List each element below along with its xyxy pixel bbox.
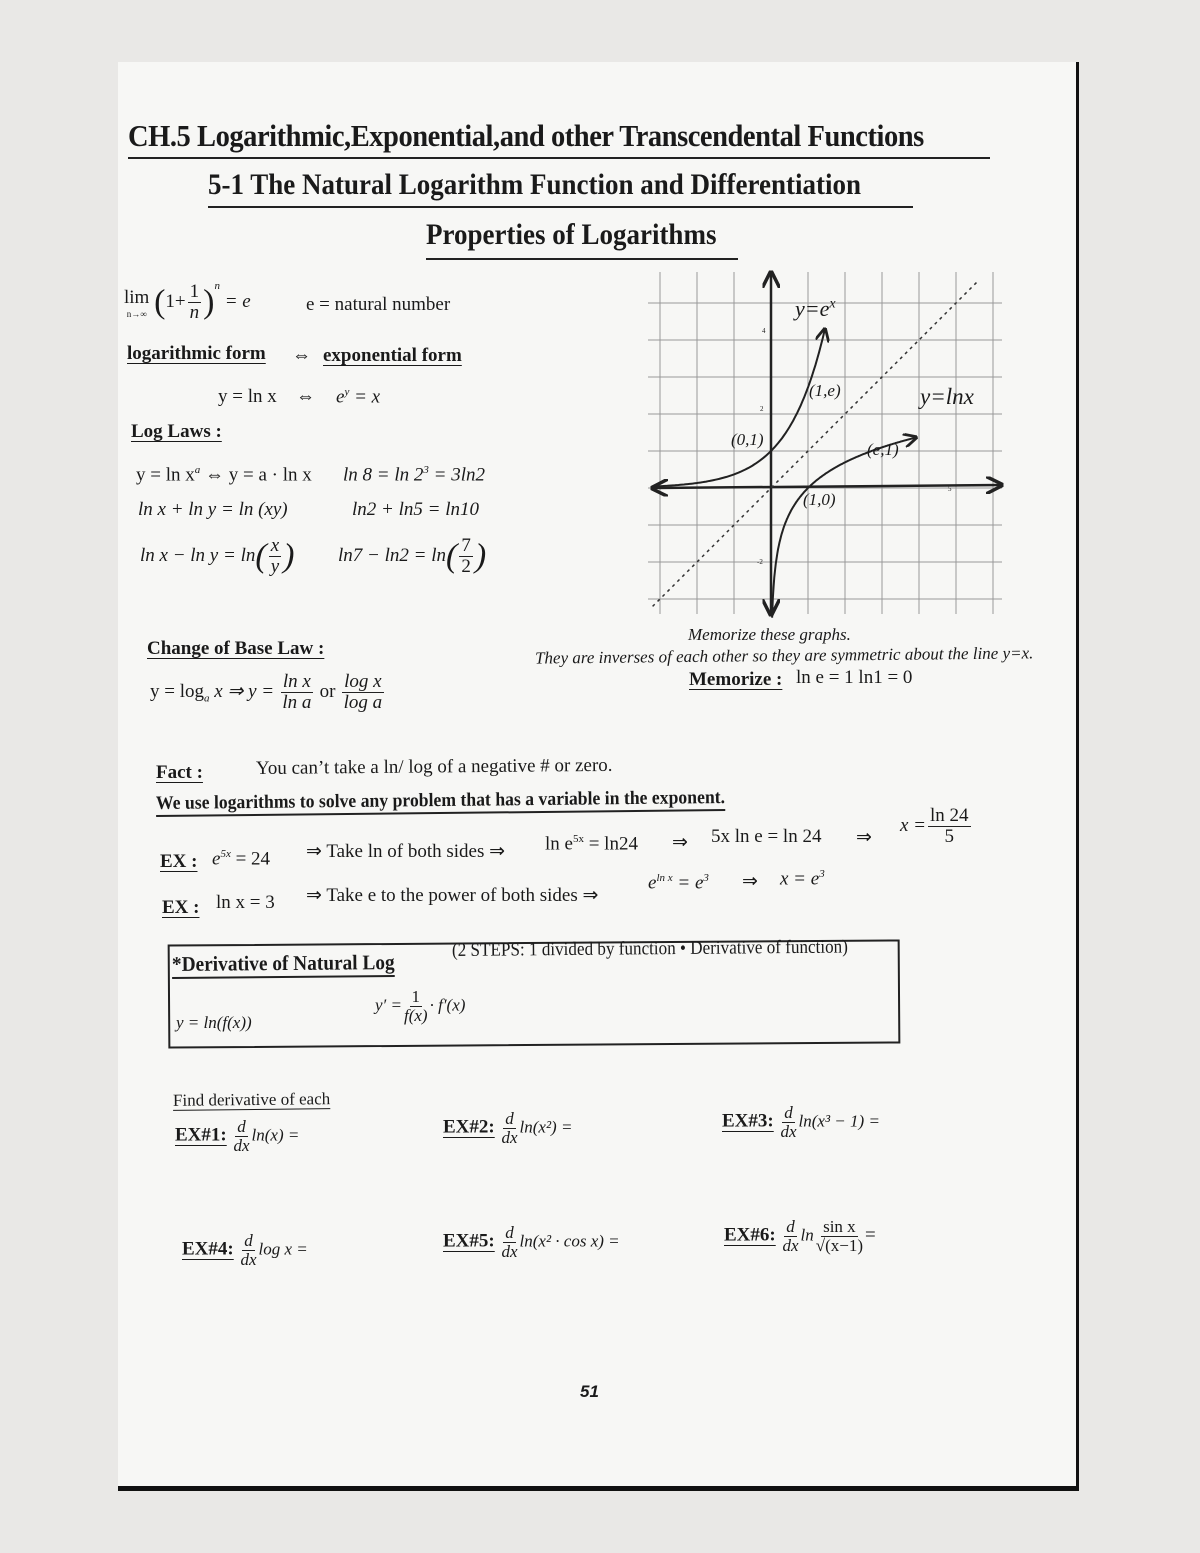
graph-caption-1: Memorize these graphs. [688,625,851,644]
tick-y4: 4 [762,327,766,335]
limit-definition: lim n→∞ (1+ $\frac{1}{n}$ )$^n$ = e [124,280,251,324]
tick-y2: 2 [760,405,764,413]
ln-label: y=lnx [920,384,974,409]
exercise-label: EX#3: [722,1110,774,1132]
t: ln7 − ln2 = ln [338,544,446,566]
s: 3 [819,868,825,880]
ln-curve [772,438,915,618]
lim-den: n [189,302,200,324]
dn: √(x−1) [815,1235,864,1255]
or: or [319,680,336,702]
exp-curve [656,330,824,486]
form-right [336,386,380,408]
d: y [270,555,280,577]
r: x ⇒ y = [209,680,275,702]
exercise-expr: ln(x) = [251,1125,300,1145]
example-1-label: EX : [160,851,198,872]
exercise-1 [175,1118,299,1155]
n: x [270,535,280,556]
d: 2 [461,555,471,577]
n: 1 [411,987,421,1006]
exercise-5 [443,1224,620,1261]
example-1-step: ⇒ Take ln of both sides ⇒ [306,841,506,862]
form-arrow: ⇔ [296,386,315,407]
t: e [212,848,221,870]
dx: dx [782,1235,799,1255]
lim-sub: n→∞ [126,308,147,319]
r: = ln24 [583,833,638,855]
log-form-label: logarithmic form [127,343,266,364]
exercise-label: EX#6: [724,1224,776,1246]
log-laws-heading: Log Laws : [131,421,222,442]
law-product-example: ln2 + ln5 = ln10 [352,499,479,520]
d: d [505,1109,514,1128]
exercise-label: EX#5: [443,1230,495,1252]
memorize-values: ln e = 1 ln1 = 0 [796,667,913,688]
graph-caption-2: They are inverses of each other so they are symmetric about the line y=x. [534,643,1034,668]
s: a [194,464,201,476]
exercise-3 [722,1104,880,1141]
point-0-1: (0,1) [731,430,764,449]
law-power [136,464,312,486]
n2: log x [344,671,382,692]
dx: dx [233,1135,250,1155]
example-2-eq: ln x = 3 [216,892,275,913]
change-of-base-formula [150,672,386,713]
e-note: e = natural number [306,294,451,315]
exp: y [344,386,350,398]
s: 5x [220,848,231,860]
derivative-title: *Derivative of Natural Log [172,950,395,979]
section-title: 5-1 The Natural Logarithm Function and Differentiation [208,168,862,201]
t: e [648,872,657,894]
r: = e [672,872,704,894]
iff-arrow: ⇔ [292,345,311,366]
tick-x5: 5 [948,485,952,493]
law-quotient: ln x − ln y = ln( $\frac{x}{y}$ ) [140,535,295,577]
exercise-expr: log x = [258,1239,308,1259]
derivative-func: y = ln(f(x)) [176,1013,252,1032]
d2: log a [343,691,383,713]
law-power-example [343,464,485,486]
s: 3 [423,464,429,476]
s: x [829,296,836,312]
one-plus: 1+ [165,291,186,312]
example-1-s2: 5x ln e = ln 24 [711,826,822,847]
lim-text: lim [124,286,150,308]
exercise-6 [724,1218,876,1255]
subsection-title: Properties of Logarithms [426,218,717,251]
point-1-e: (1,e) [809,381,841,400]
s2: 3 [703,872,709,884]
d: d [784,1103,793,1122]
r: = 3ln2 [428,464,485,486]
example-2-step: ⇒ Take e to the power of both sides ⇒ [306,885,599,906]
d1: ln a [282,691,312,713]
t: ln e [545,833,573,855]
fact-text: You can’t take a ln/ log of a negative # or zero. [255,754,613,779]
t: y = log [150,680,204,702]
exercise-expr: ln(x³ − 1) = [798,1111,880,1131]
derivative-steps: (2 STEPS: 1 divided by function • Derivative of function) [451,936,848,961]
tail: = [865,1224,876,1246]
s: ln x [656,872,673,884]
exercises-heading: Find derivative of each [172,1089,331,1110]
arrow: ⇒ [742,871,758,892]
lim-exp: n [214,280,220,292]
base: e [336,386,345,408]
dx: dx [501,1127,518,1147]
n: 7 [461,535,471,556]
d: 5 [944,825,955,847]
exercise-label: EX#1: [175,1124,227,1146]
t: y=e [795,296,830,321]
law-product: ln x + ln y = ln (xy) [138,499,288,520]
t: y′ = [375,995,402,1015]
s: a [204,692,210,705]
n: sin x [823,1217,856,1236]
d: d [244,1231,253,1250]
tick-y-neg2: -2 [757,558,763,566]
fact-label: Fact : [156,762,203,783]
lim-result: = e [224,291,251,312]
r: ⇔ y = a · ln x [200,464,312,486]
exercise-label: EX#4: [182,1238,234,1260]
dx: dx [240,1249,257,1269]
exercise-4 [182,1232,308,1269]
arrow: ⇒ [672,832,688,853]
t: x = e [780,868,820,890]
dx: dx [780,1121,797,1141]
example-2-label: EX : [162,897,200,918]
exercise-2 [443,1110,572,1147]
exercise-expr: ln(x² · cos x) = [519,1231,620,1251]
memorize-label: Memorize : [689,669,783,690]
rest: = x [349,386,381,408]
derivative-formula [375,988,465,1025]
chapter-title: CH.5 Logarithmic,Exponential,and other Transcendental Functions [128,118,924,153]
s: 5x [572,833,584,845]
line-y-equals-x [653,281,979,607]
exp-form-label: exponential form [323,345,462,366]
exp-label [795,296,836,322]
r: · f′(x) [429,995,466,1015]
arrow: ⇒ [856,827,872,848]
n1: ln x [282,671,311,692]
page-number: 51 [580,1382,599,1401]
t: ln x − ln y = ln [140,544,256,566]
point-1-0: (1,0) [803,490,836,509]
d: d [786,1217,795,1236]
d: f(x) [404,1005,428,1025]
change-of-base-heading: Change of Base Law : [147,638,325,659]
law-quotient-example: ln7 − ln2 = ln( $\frac{7}{2}$ ) [338,535,487,577]
exercise-expr: ln(x²) = [519,1117,573,1137]
exercise-label: EX#2: [443,1116,495,1138]
fact-rule: We use logarithms to solve any problem that has a variable in the exponent. [156,787,725,817]
t: y = ln x [136,464,195,486]
n: ln 24 [930,805,969,826]
point-e-1: (e,1) [867,440,899,459]
d: d [237,1117,246,1136]
exercise-expr: ln [800,1225,814,1245]
form-left: y = ln x [218,386,277,407]
t: x = [900,814,927,836]
t: ln 8 = ln 2 [343,464,424,486]
r: = 24 [230,848,271,870]
dx: dx [501,1241,518,1261]
lim-num: 1 [189,281,200,303]
d: d [505,1223,514,1242]
